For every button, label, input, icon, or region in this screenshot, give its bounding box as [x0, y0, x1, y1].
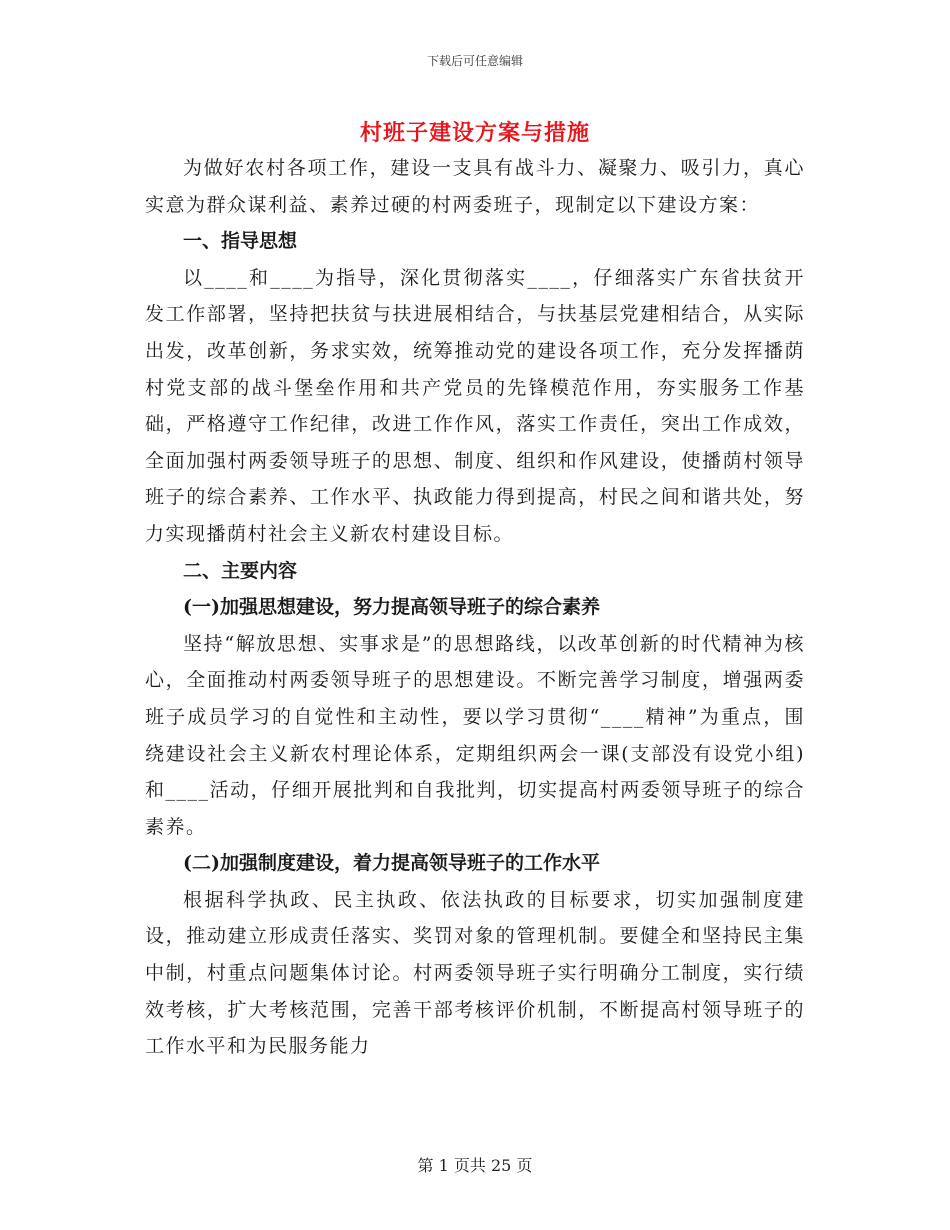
subsection-heading-1: (一)加强思想建设，努力提高领导班子的综合素养 [183, 596, 600, 619]
intro-paragraph: 为做好农村各项工作，建设一支具有战斗力、凝聚力、吸引力，真心实意为群众谋利益、素养过硬的村两委班子，现制定以下建设方案： [145, 157, 805, 216]
section-heading-content: 二、主要内容 [183, 559, 298, 582]
page-footer: 第 1 页共 25 页 [417, 1156, 533, 1175]
subsection-heading-2: (二)加强制度建设，着力提高领导班子的工作水平 [183, 852, 600, 875]
header-note: 下载后可任意编辑 [426, 54, 523, 68]
section-heading-guiding: 一、指导思想 [183, 230, 298, 253]
document-title: 村班子建设方案与措施 [359, 120, 590, 146]
subsection-paragraph-2: 根据科学执政、民主执政、依法执政的目标要求，切实加强制度建设，推动建立形成责任落实、奖罚对象的管理机制。要健全和坚持民主集中制，村重点问题集体讨论。村两委领导班子实行明确分工制度，实行绩效考核，扩大考核范围，完善干部考核评价机制，不断提高村领导班子的工作水平和为民服务能力 [145, 888, 805, 1058]
guiding-paragraph: 以____和____为指导，深化贯彻落实____，仔细落实广东省扶贫开发工作部署，坚持把扶贫与扶进展相结合，与扶基层党建相结合，从实际出发，改革创新，务求实效，统筹推动党的建设各项工作，充分发挥播荫村党支部的战斗堡垒作用和共产党员的先锋模范作用，夯实服务工作基础，严格遵守工作纪律，改进工作作风，落实工作责任，突出工作成效，全面加强村两委领导班子的思想、制度、组织和作风建设，使播荫村领导班子的综合素养、工作水平、执政能力得到提高，村民之间和谐共处，努力实现播荫村社会主义新农村建设目标。 [145, 266, 805, 545]
document-body [145, 150, 805, 1065]
subsection-paragraph-1: 坚持“解放思想、实事求是”的思想路线，以改革创新的时代精神为核心，全面推动村两委领导班子的思想建设。不断完善学习制度，增强两委班子成员学习的自觉性和主动性，要以学习贯彻“____精神”为重点，围绕建设社会主义新农村理论体系，定期组织两会一课(支部没有设党小组)和____活动，仔细开展批判和自我批判，切实提高村两委领导班子的综合素养。 [145, 632, 805, 838]
